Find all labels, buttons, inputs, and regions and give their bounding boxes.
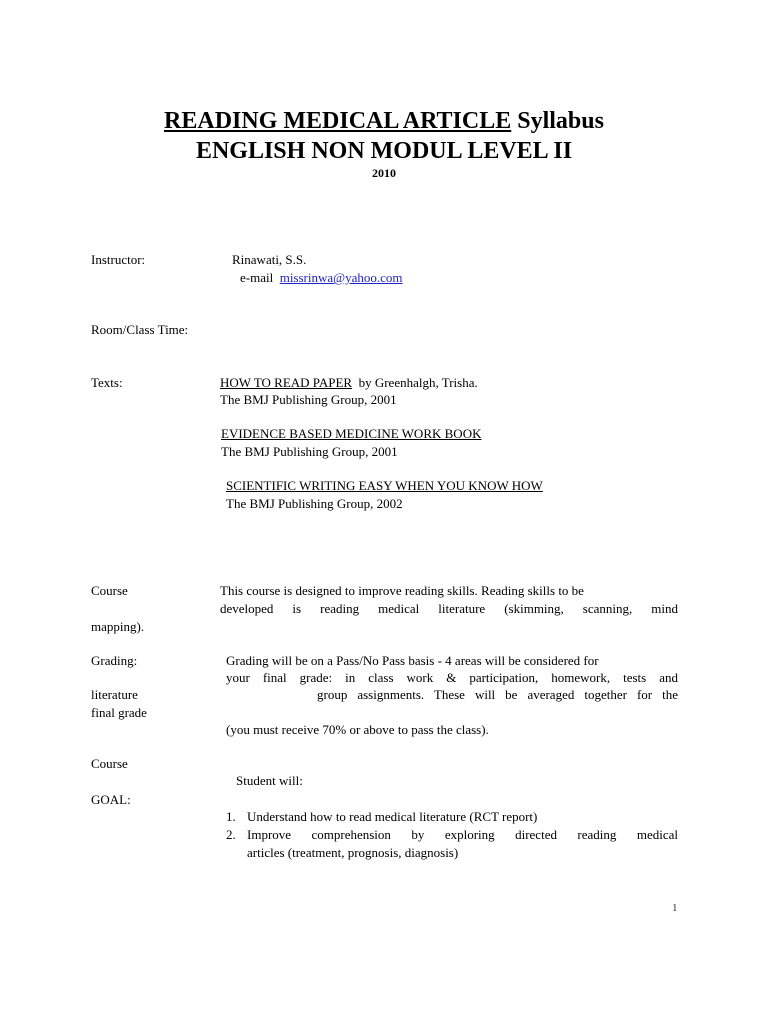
email-label: e-mail [240, 270, 274, 285]
book-1-title: HOW TO READ PAPER [220, 375, 353, 390]
grading-line-2: your final grade: in class work & participation, homework, tests and [226, 670, 678, 685]
book-1-publisher: The BMJ Publishing Group, 2001 [220, 392, 397, 407]
title-rest: Syllabus [517, 108, 604, 134]
book-2-publisher: The BMJ Publishing Group, 2001 [221, 444, 398, 459]
course-line-1: This course is designed to improve reading skills. Reading skills to be [220, 583, 584, 598]
goal-item-2-num: 2. [226, 827, 236, 842]
goal-item-2-text-line-1: Improve comprehension by exploring directed reading medical [247, 827, 678, 842]
grading-line-1: Grading will be on a Pass/No Pass basis - 4 areas will be considered for [226, 653, 599, 668]
document-year: 2010 [372, 166, 396, 180]
book-2-title: EVIDENCE BASED MEDICINE WORK BOOK [221, 426, 482, 441]
book-1-title-row [220, 374, 478, 392]
email-link[interactable]: missrinwa@yahoo.com [279, 270, 403, 285]
course-label: Course [91, 583, 128, 598]
goal-label: GOAL: [91, 792, 131, 807]
goal-item-1-num: 1. [226, 809, 236, 824]
book-3-publisher: The BMJ Publishing Group, 2002 [226, 496, 403, 511]
book-3-title: SCIENTIFIC WRITING EASY WHEN YOU KNOW HOW [226, 478, 543, 493]
grading-line-3-left: literature [91, 687, 138, 702]
document-subtitle: ENGLISH NON MODUL LEVEL II [195, 138, 573, 164]
instructor-label: Instructor: [91, 252, 146, 267]
texts-label: Texts: [91, 375, 123, 390]
course-line-3: mapping). [91, 619, 145, 634]
instructor-name: Rinawati, S.S. [232, 252, 307, 267]
page-number: 1 [672, 902, 678, 914]
grading-label: Grading: [91, 653, 138, 668]
room-label: Room/Class Time: [91, 322, 189, 337]
book-1-author: by Greenhalgh, Trisha. [358, 375, 478, 390]
title-underlined: READING MEDICAL ARTICLE [164, 108, 512, 134]
goal-label-course: Course [91, 756, 128, 771]
instructor-email-row [240, 269, 403, 287]
goal-item-2-text-line-2: articles (treatment, prognosis, diagnosis) [247, 845, 459, 860]
goal-item-1-text: Understand how to read medical literature (RCT report) [247, 809, 538, 824]
goal-intro: Student will: [236, 773, 303, 788]
grading-line-3-right: group assignments. These will be averaged together for the [317, 687, 678, 702]
grading-line-5: (you must receive 70% or above to pass the class). [226, 722, 489, 737]
document-title [0, 107, 768, 135]
course-line-2: developed is reading medical literature (skimming, scanning, mind [220, 601, 678, 616]
grading-line-4: final grade [91, 705, 147, 720]
